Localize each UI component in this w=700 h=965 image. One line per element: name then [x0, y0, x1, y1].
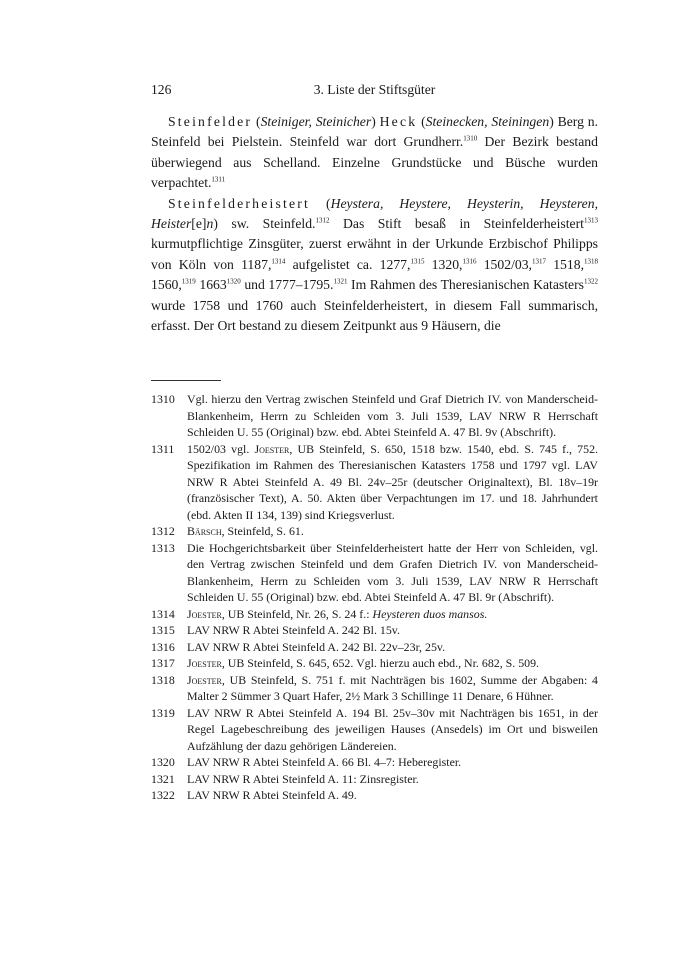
footnote-ref[interactable]: 1322	[584, 277, 598, 286]
footnote-text	[187, 754, 598, 771]
footnote-number: 1313	[151, 540, 175, 555]
footnote-text	[187, 639, 598, 656]
footnote-body: LAV NRW R Abtei Steinfeld A. 66 Bl. 4–7: Heberegister.	[187, 755, 462, 769]
footnote-item	[151, 540, 598, 606]
entry-text: Im Rahmen des Theresianischen Katasters	[347, 277, 584, 293]
footnote-ref[interactable]: 1318	[584, 257, 599, 266]
footnote-item	[151, 754, 598, 771]
entry-text: 1502/03,	[476, 256, 532, 272]
entry-head-2: Heck	[379, 114, 418, 129]
entry-text: und 1777–1795.	[240, 277, 334, 293]
footnote-item	[151, 523, 598, 540]
footnote-text	[187, 441, 598, 524]
footnote-ref[interactable]: 1316	[462, 257, 477, 266]
footnote-text	[187, 622, 598, 639]
author-name: Joester	[187, 672, 222, 687]
footnote-ref[interactable]: 1312	[315, 216, 330, 225]
footnote-text	[187, 391, 598, 441]
footnote-ref[interactable]: 1311	[211, 175, 226, 184]
footnote-item	[151, 672, 598, 705]
entry-steinfelder-heck: Steinfelder (Steiniger, Steinicher) Heck (Steinecken, Steiningen) Berg n. Steinfeld bei Pielstein. Steinfeld war dort Grundherr.$^{1310}$ Der Bezirk bestand überwiegend aus Schelland. Einzelne Grundstücke und Büsche wurden verpachtet.$^{1311}$	[151, 114, 599, 191]
footnote-ref[interactable]: 1315	[410, 257, 425, 266]
footnote-ref[interactable]: 1314	[271, 257, 286, 266]
footnote-item	[151, 655, 598, 672]
footnote-ref[interactable]: 1310	[463, 134, 478, 143]
footnote-ref[interactable]: 1317	[531, 257, 546, 266]
footnote-text	[187, 787, 598, 804]
page-header	[151, 82, 598, 102]
footnote-ref[interactable]: 1320	[226, 277, 241, 286]
footnote-number: 1318	[151, 672, 175, 687]
main-text	[151, 112, 598, 336]
footnote-text	[187, 672, 598, 705]
entry-text: Der Bezirk bestand überwiegend aus Schelland. Einzelne Grundstücke und Büsche wurden verpachtet.	[151, 134, 598, 191]
footnote-body: LAV NRW R Abtei Steinfeld A. 242 Bl. 15v.	[187, 623, 400, 637]
footnote-text	[187, 705, 598, 755]
footnote-text	[187, 771, 598, 788]
entry-text: sw. Steinfeld.	[217, 216, 316, 232]
footnote-item	[151, 787, 598, 804]
footnote-number: 1321	[151, 771, 175, 786]
entry-steinfelderheistert: Steinfelderheistert (Heystera, Heystere, Heysterin, Heysteren, Heister[e]n) sw. Steinfeld.$^{1312}$ Das Stift besaß in Steinfelderheistert$^{1313}$ kurmutpflichtige Zinsgüter, zuerst erwähnt in der Urkunde Erzbischof Philipps von Köln von 1187,$^{1314}$ aufgelistet ca. 1277,$^{1315}$ 1320,$^{1316}$ 1502/03,$^{1317}$ 1518,$^{1318}$ 1560,$^{1319}$ 1663$^{1320}$ und 1777–1795.$^{1321}$ Im Rahmen des Theresianischen Katasters$^{1322}$ wurde 1758 und 1760 auch Steinfelderheistert, in diesem Fall summarisch, erfasst. Der Ort bestand zu diesem Zeitpunkt aus 9 Häusern, die	[151, 195, 599, 334]
entry-head: Steinfelder	[168, 114, 253, 129]
entry-variants-2: Steinecken, Steiningen	[425, 114, 550, 129]
author-name: Bärsch	[187, 524, 222, 538]
footnote-item	[151, 622, 598, 639]
entry-text: aufgelistet ca. 1277,	[285, 256, 411, 272]
entry-text: 1560,	[151, 277, 182, 293]
footnote-quote: Heysteren duos mansos.	[372, 606, 488, 621]
footnote-item	[151, 639, 598, 656]
footnote-number: 1315	[151, 623, 175, 637]
page-number: 126	[151, 82, 172, 97]
footnote-divider	[151, 380, 221, 381]
footnote-body: , Steinfeld, S. 61.	[221, 524, 304, 538]
entry-text: kurmutpflichtige Zinsgüter, zuerst erwähnt in der Urkunde Erzbischof Philipps von Köln von 1187,	[151, 236, 598, 272]
footnote-text	[187, 606, 598, 623]
footnote-body: , UB Steinfeld, Nr. 26, S. 24 f.:	[221, 606, 373, 621]
footnote-item	[151, 606, 598, 623]
entry-text: Berg n. Steinfeld bei Pielstein. Steinfeld war dort Grundherr.	[151, 114, 599, 150]
entry-variants: Heystera, Heystere, Heysterin, Heysteren, Heister	[151, 195, 598, 232]
footnote-item	[151, 391, 598, 441]
footnote-number: 1310	[151, 392, 175, 406]
entry-text: wurde 1758 und 1760 auch Steinfelderheistert, in diesem Fall summarisch, erfasst. Der Ort bestand zu diesem Zeitpunkt aus 9 Häusern, die	[151, 297, 598, 334]
footnote-number: 1314	[151, 606, 175, 621]
footnote-body: Die Hochgerichtsbarkeit über Steinfelderheistert hatte der Herr von Schleiden, vgl. den Vertrag zwischen Steinfeld und dem Grafen Dietrich IV. von Manderscheid-Blankenheim, Herrn zu Schleiden vom 3. Juli 1539, LAV NRW R Herrschaft Schleiden U. 55 (Original) bzw. ebd. Abtei Steinfeld A. 47 Bl. 9r (Abschrift).	[187, 540, 598, 604]
footnote-number: 1316	[151, 639, 175, 654]
footnote-text	[187, 540, 598, 606]
footnote-number: 1311	[151, 441, 175, 456]
footnote-body: LAV NRW R Abtei Steinfeld A. 11: Zinsregister.	[187, 771, 419, 786]
footnote-ref[interactable]: 1313	[584, 216, 598, 225]
entry-variants: Steiniger, Steinicher	[260, 114, 372, 129]
footnotes	[151, 391, 598, 804]
footnote-prefix: 1502/03 vgl.	[187, 441, 255, 456]
author-name: Joester	[187, 656, 222, 670]
footnote-body: LAV NRW R Abtei Steinfeld A. 242 Bl. 22v–23r, 25v.	[187, 639, 446, 654]
entry-head: Steinfelderheistert	[168, 195, 310, 211]
footnote-body: , UB Steinfeld, S. 751 f. mit Nachträgen bis 1602, Summe der Abgaben: 4 Malter 2 Sümmer 3 Quart Hafer, 2½ Mark 3 Schillinge 11 Denare, 6 Hühner.	[187, 672, 598, 703]
footnote-body: Vgl. hierzu den Vertrag zwischen Steinfeld und Graf Dietrich IV. von Manderscheid-Blankenheim, Herrn zu Schleiden vom 3. Juli 1539, LAV NRW R Herrschaft Schleiden U. 55 (Original) bzw. ebd. Abtei Steinfeld A. 47 Bl. 9v (Abschrift).	[187, 392, 598, 439]
footnote-body: , UB Steinfeld, S. 645, 652. Vgl. hierzu auch ebd., Nr. 682, S. 509.	[221, 656, 540, 670]
footnote-body: LAV NRW R Abtei Steinfeld A. 194 Bl. 25v–30v mit Nachträgen bis 1651, in der Regel Lagebeschreibung des jeweiligen Hauses (Ansedels) im Ort und bisweilen Aufzählung der dazu gehörigen Ländereien.	[187, 705, 598, 753]
entry-variants-bracket: [e]	[191, 216, 207, 232]
footnote-text	[187, 655, 598, 672]
entry-variants-end: n	[206, 216, 214, 232]
footnote-item	[151, 441, 598, 524]
footnote-body: , UB Steinfeld, S. 650, 1518 bzw. 1540, ebd. S. 745 f., 752. Spezifikation im Rahmen des Theresianischen Katasters 1758 und 1797 vgl. LAV NRW R Abtei Steinfeld A. 49 Bl. 24v–25r (deutscher Originaltext), Bl. 18v–19r (französischer Text), A. 50. Akten über Verpachtungen im 17. und 18. Jahrhundert (ebd. Akten II 134, 139) sind Kriegsverlust.	[187, 441, 598, 522]
footnote-number: 1317	[151, 656, 175, 670]
author-name: Joester	[187, 606, 222, 621]
footnote-ref[interactable]: 1319	[181, 277, 196, 286]
footnote-number: 1312	[151, 524, 175, 538]
footnote-text	[187, 523, 598, 540]
entry-text: Das Stift besaß in Steinfelderheistert	[329, 216, 584, 232]
entry-text: 1518,	[545, 256, 585, 272]
footnote-number: 1320	[151, 755, 175, 769]
footnote-item	[151, 771, 598, 788]
footnote-body: LAV NRW R Abtei Steinfeld A. 49.	[187, 788, 357, 802]
entry-text: 1663	[195, 277, 227, 293]
footnote-number: 1322	[151, 788, 175, 802]
footnote-number: 1319	[151, 705, 175, 720]
footnote-ref[interactable]: 1321	[333, 277, 348, 286]
author-name: Joester	[254, 441, 290, 456]
entry-text: 1320,	[424, 256, 463, 272]
footnote-item	[151, 705, 598, 755]
running-title: 3. Liste der Stiftsgüter	[313, 82, 436, 97]
